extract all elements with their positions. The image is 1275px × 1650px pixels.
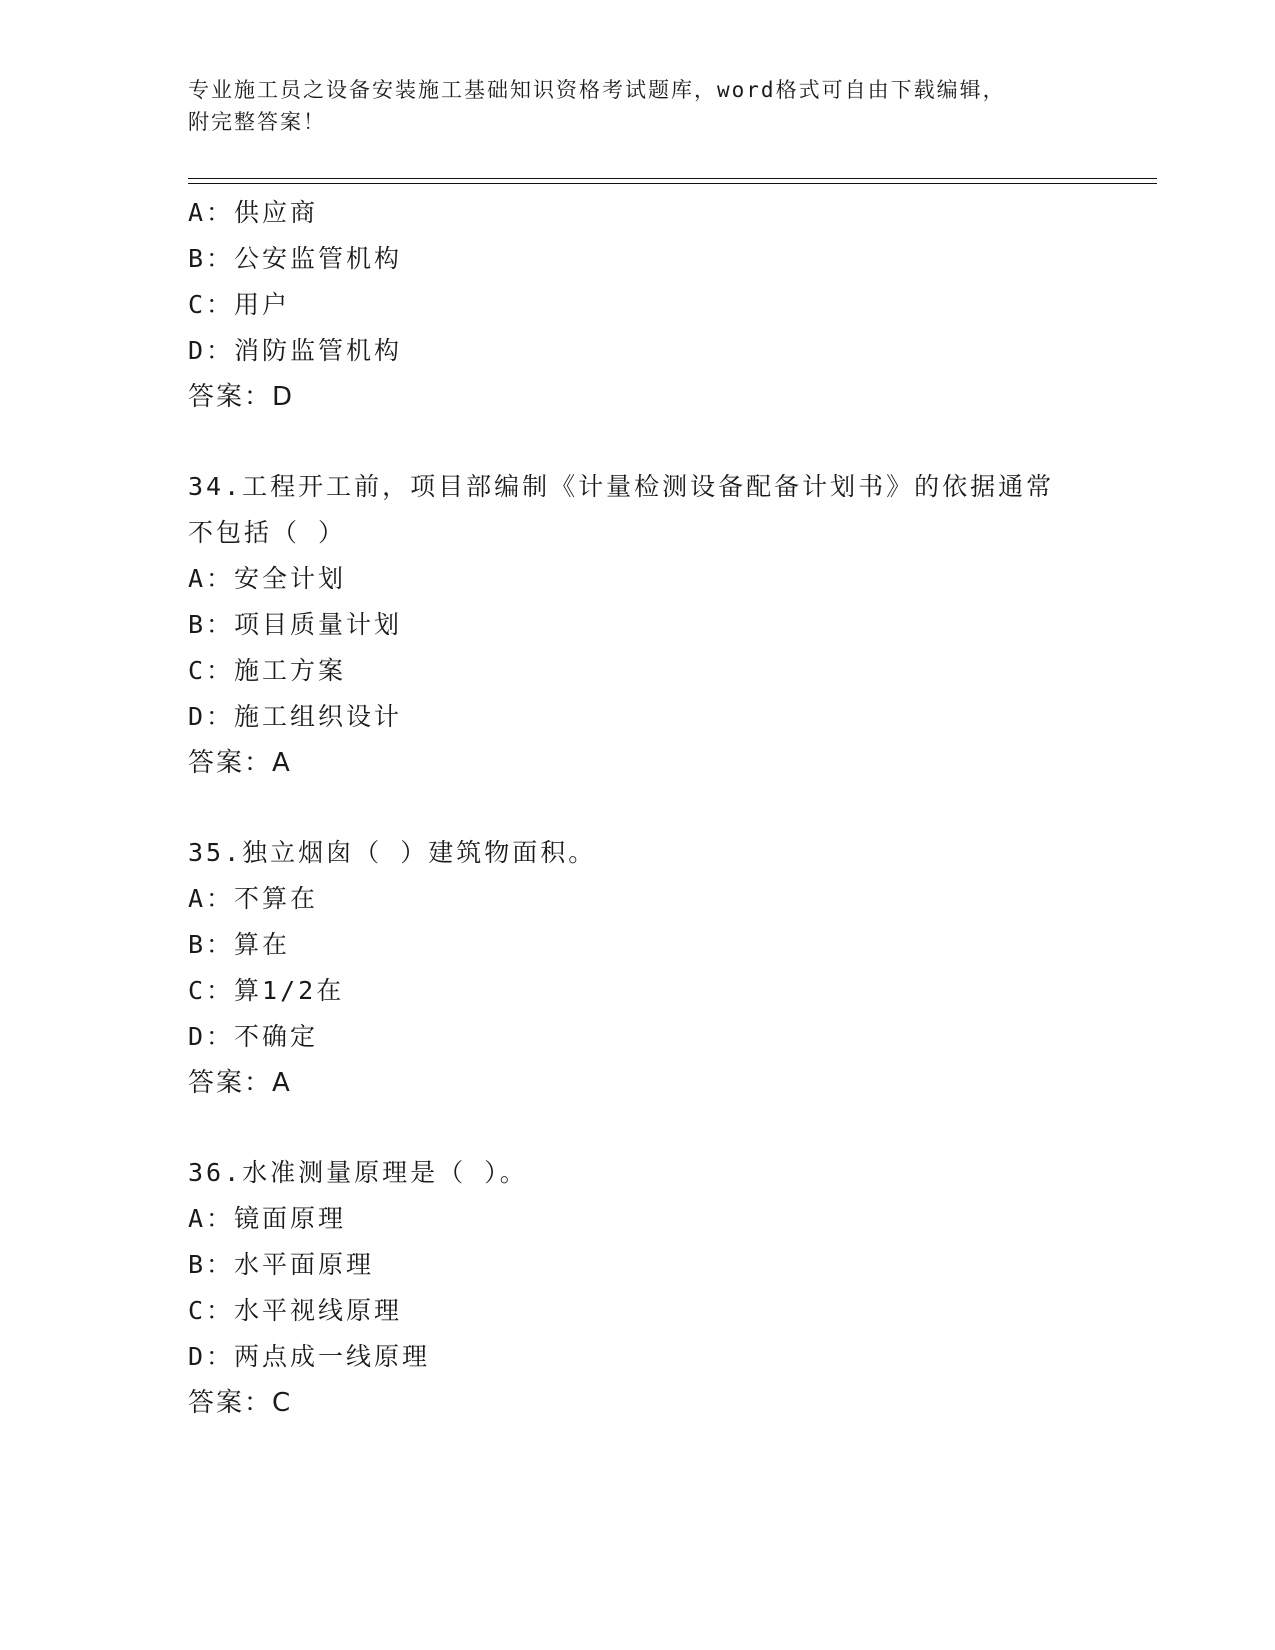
option-d: D：消防监管机构 [188,336,403,365]
option-d: D：施工组织设计 [188,702,403,731]
answer-line: 答案：C [188,1388,293,1418]
question-block-34 [188,464,1088,786]
option-d: D：两点成一线原理 [188,1342,431,1371]
option-b: B：公安监管机构 [188,244,403,273]
question-block-33 [188,190,1088,420]
option-b: B：算在 [188,930,291,959]
option-a: A：不算在 [188,884,319,913]
answer-line: 答案：A [188,1068,292,1098]
option-b: B：水平面原理 [188,1250,375,1279]
question-block-35 [188,830,1088,1106]
question-list [188,190,1088,1426]
question-title: 36.水准测量原理是（ ）。 [188,1158,528,1187]
header-line-2: 附完整答案！ [188,110,326,134]
question-title-line-1: 34.工程开工前，项目部编制《计量检测设备配备计划书》的依据通常 [188,472,1055,501]
header-line-1: 专业施工员之设备安装施工基础知识资格考试题库，word格式可自由下载编辑， [188,78,1006,102]
option-a: A：安全计划 [188,564,347,593]
option-a: A：供应商 [188,198,319,227]
option-c: C：用户 [188,290,291,319]
option-c: C：算1/2在 [188,976,345,1005]
header-divider-bottom [188,183,1157,184]
answer-line: 答案：D [188,382,295,412]
option-a: A：镜面原理 [188,1204,347,1233]
answer-line: 答案：A [188,748,292,778]
option-c: C：施工方案 [188,656,347,685]
header-divider-top [188,178,1157,179]
document-header [188,74,1088,138]
option-b: B：项目质量计划 [188,610,403,639]
question-title-line-2: 不包括（ ） [188,518,347,547]
option-c: C：水平视线原理 [188,1296,403,1325]
question-block-36 [188,1150,1088,1426]
option-d: D：不确定 [188,1022,319,1051]
question-title: 35.独立烟囱（ ）建筑物面积。 [188,838,597,867]
